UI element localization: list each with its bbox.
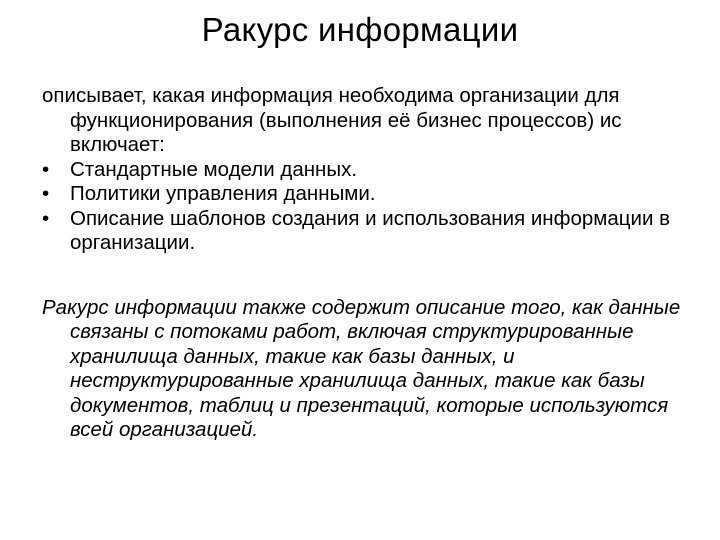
bullet-text: Политики управления данными. xyxy=(70,182,376,205)
bullet-icon: • xyxy=(42,182,50,205)
bullet-text: Стандартные модели данных. xyxy=(70,157,358,181)
bullet-item xyxy=(42,158,692,183)
slide-content xyxy=(42,84,692,443)
bullet-text: Описание шаблонов создания и использования информации в организации. xyxy=(70,206,671,254)
bullet-item xyxy=(42,207,692,256)
slide-title: Ракурс информации xyxy=(201,11,519,48)
closing-paragraph: Ракурс информации также содержит описание того, как данные связаны с потоками работ, включая структурированные хранилища данных, такие как базы данных, и неструктурированные хранилища данных, такие как базы документов, таблиц и презентаций, которые используются всей организацией. xyxy=(42,295,681,441)
bullet-item xyxy=(42,182,692,207)
intro-paragraph: описывает, какая информация необходима организации для функционирования (выполнения её бизнес процессов) ис включает: xyxy=(42,84,622,156)
bullet-icon: • xyxy=(42,206,50,230)
bullet-icon: • xyxy=(42,157,50,181)
bullet-list xyxy=(42,158,692,256)
